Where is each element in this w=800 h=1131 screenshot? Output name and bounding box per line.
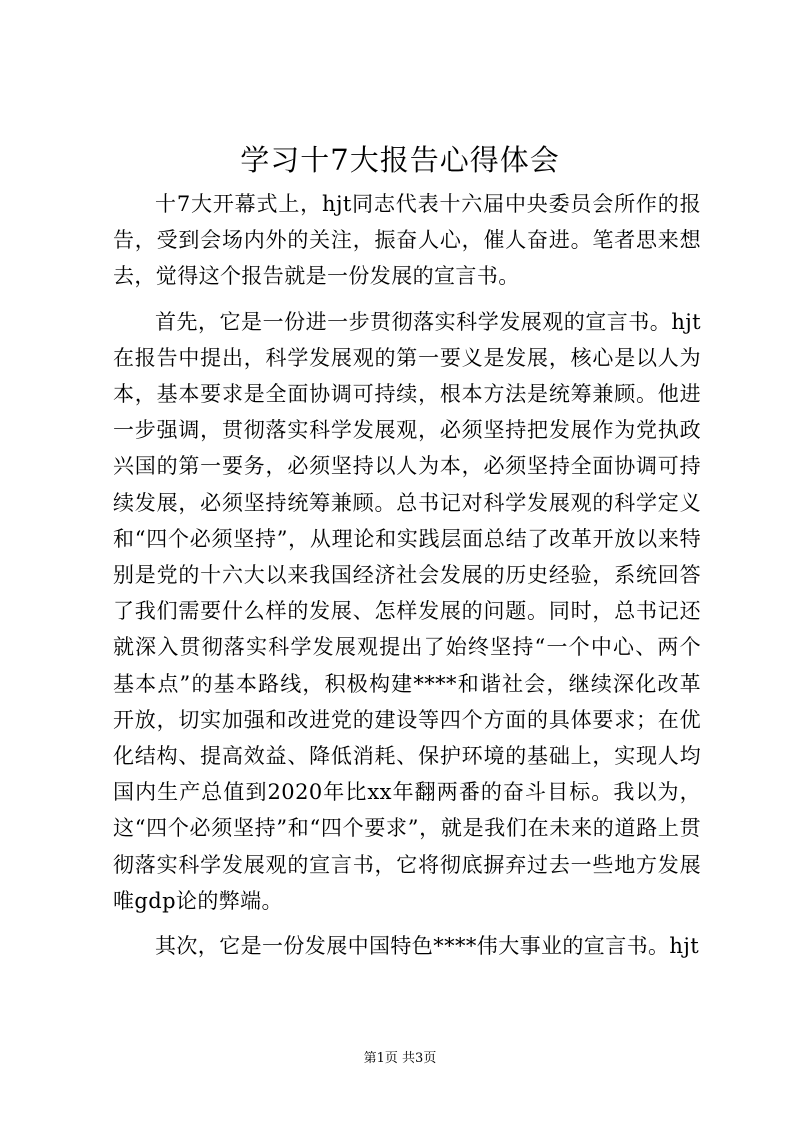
page-number-footer: 第1页 共3页 [363, 1051, 437, 1066]
paragraph-intro: 十7大开幕式上，hjt同志代表十六届中央委员会所作的报告，受到会场内外的关注，振奋人心，催人奋进。笔者思来想去，觉得这个报告就是一份发展的宣言书。 [113, 192, 701, 289]
document-title: 学习十7大报告心得体会 [240, 143, 560, 177]
paragraph-second-point: 其次，它是一份发展中国特色****伟大事业的宣言书。hjt [155, 934, 700, 959]
paragraph-first-point: 首先，它是一份进一步贯彻落实科学发展观的宣言书。hjt在报告中提出，科学发展观的第一要义是发展，核心是以人为本，基本要求是全面协调可持续，根本方法是统筹兼顾。他进一步强调，贯彻落实科学发展观，必须坚持把发展作为党执政兴国的第一要务，必须坚持以人为本，必须坚持全面协调可持续发展，必须坚持统筹兼顾。总书记对科学发展观的科学定义和“四个必须坚持”，从理论和实践层面总结了改革开放以来特别是党的十六大以来我国经济社会发展的历史经验，系统回答了我们需要什么样的发展、怎样发展的问题。同时，总书记还就深入贯彻落实科学发展观提出了始终坚持“一个中心、两个基本点”的基本路线，积极构建****和谐社会，继续深化改革开放，切实加强和改进党的建设等四个方面的具体要求；在优化结构、提高效益、降低消耗、保护环境的基础上，实现人均国内生产总值到2020年比xx年翻两番的奋斗目标。我以为，这“四个必须坚持”和“四个要求”，就是我们在未来的道路上贯彻落实科学发展观的宣言书，它将彻底摒弃过去一些地方发展唯gdp论的弊端。 [113, 309, 701, 913]
document-body [113, 186, 701, 973]
